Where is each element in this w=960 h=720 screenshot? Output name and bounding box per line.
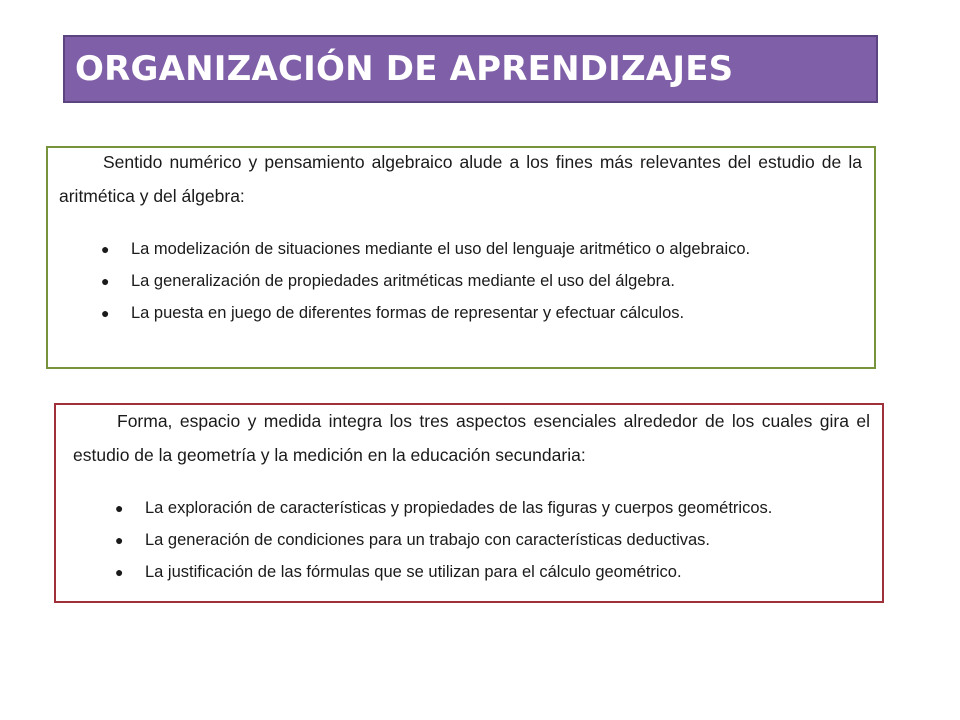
list-item-text: La exploración de características y propiedades de las figuras y cuerpos geométricos.: [145, 499, 773, 517]
list-item: [115, 492, 870, 524]
section-intro: Forma, espacio y medida integra los tres aspectos esenciales alrededor de los cuales gira el estudio de la geometría y la medición en la educación secundaria:: [73, 411, 870, 465]
list-item-text: La modelización de situaciones mediante el uso del lenguaje aritmético o algebraico.: [131, 240, 751, 258]
section-sentido-numerico: [46, 146, 876, 369]
section-forma-espacio-medida: [54, 403, 884, 603]
bullet-icon: ●: [101, 241, 110, 257]
list-item-text: La generación de condiciones para un trabajo con características deductivas.: [145, 531, 711, 549]
list-item: [101, 297, 862, 329]
list-item-text: La puesta en juego de diferentes formas de representar y efectuar cálculos.: [131, 304, 685, 322]
list-item: [115, 524, 870, 556]
bullet-icon: ●: [115, 532, 124, 548]
bullet-icon: ●: [115, 500, 124, 516]
bullet-list: [59, 233, 862, 329]
page-title: ORGANIZACIÓN DE APRENDIZAJES: [75, 49, 734, 89]
list-item-text: La generalización de propiedades aritméticas mediante el uso del álgebra.: [131, 272, 675, 290]
bullet-icon: ●: [101, 273, 110, 289]
title-banner: [63, 35, 878, 103]
list-item: [101, 265, 862, 297]
bullet-icon: ●: [101, 305, 110, 321]
bullet-icon: ●: [115, 564, 124, 580]
list-item-text: La justificación de las fórmulas que se utilizan para el cálculo geométrico.: [145, 563, 682, 581]
list-item: [101, 233, 862, 265]
section-intro: Sentido numérico y pensamiento algebraico alude a los fines más relevantes del estudio de la aritmética y del álgebra:: [59, 152, 862, 206]
list-item: [115, 556, 870, 588]
bullet-list: [73, 492, 870, 588]
